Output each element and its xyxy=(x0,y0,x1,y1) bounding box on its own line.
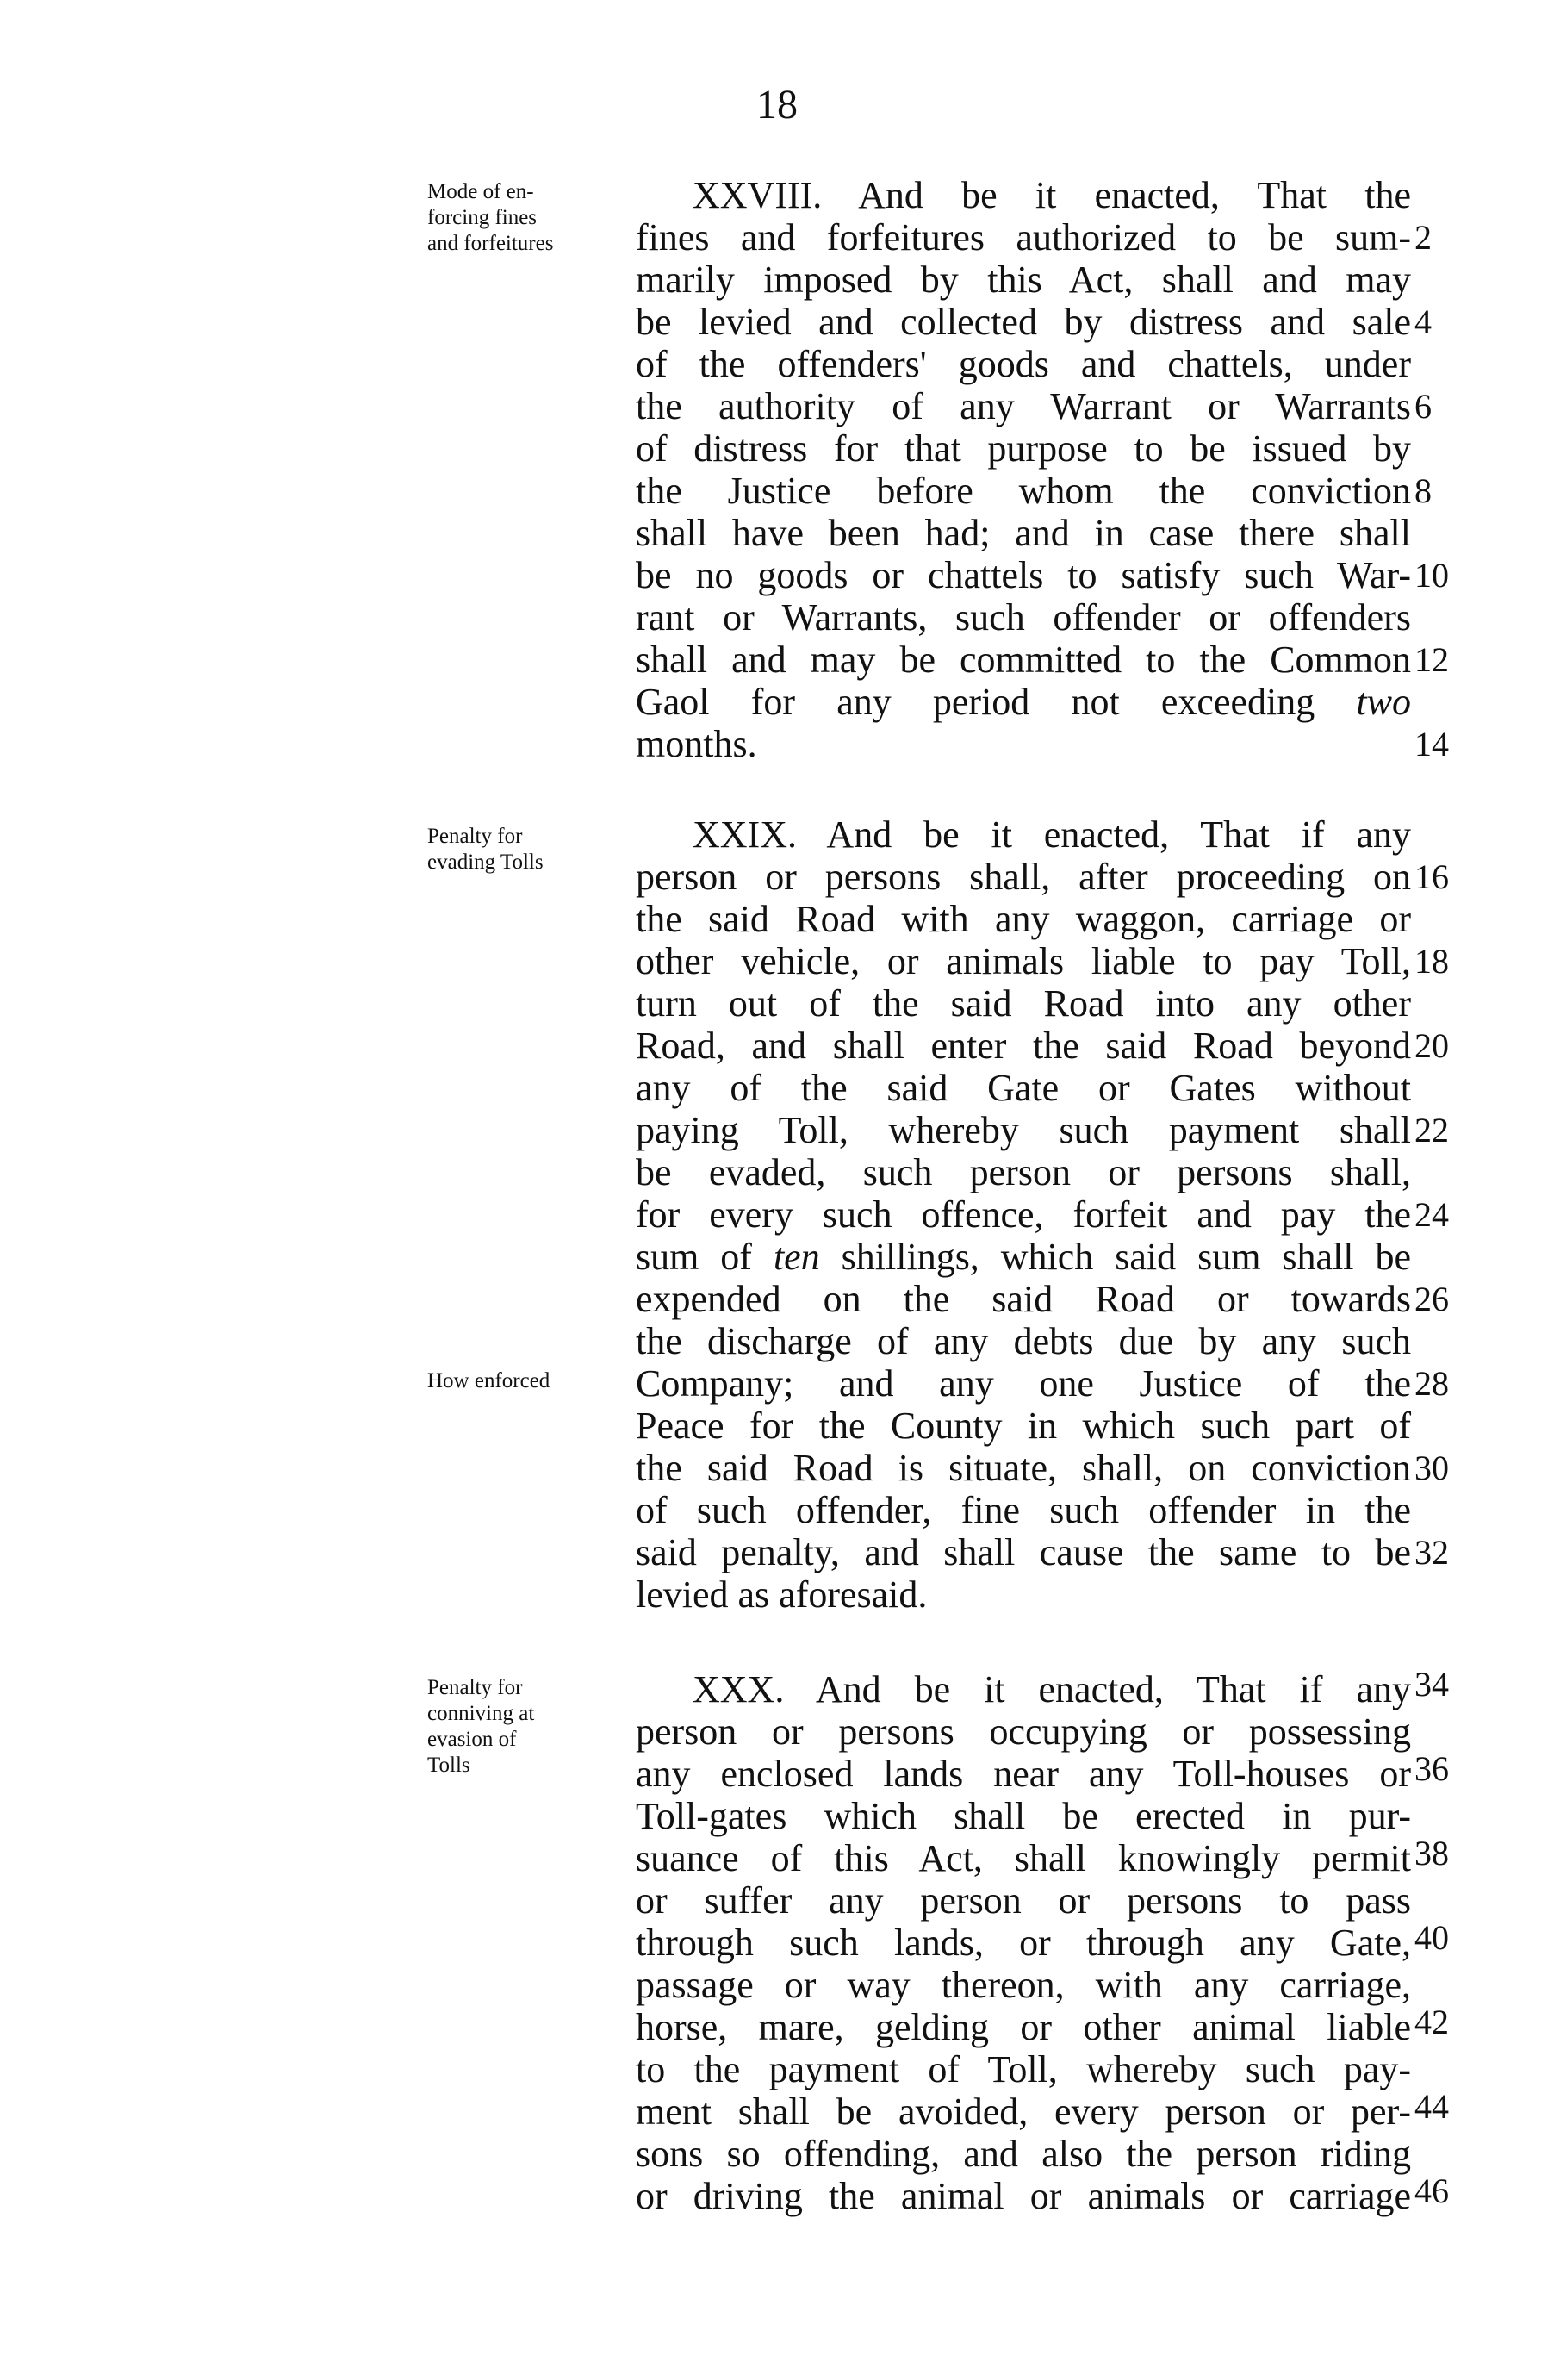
text-line: for every such offence, forfeit and pay the xyxy=(636,1193,1411,1236)
text-line: sons so offending, and also the person riding xyxy=(636,2133,1411,2175)
text-line: Road, and shall enter the said Road beyond xyxy=(636,1025,1411,1067)
line-number: 22 xyxy=(1414,1111,1449,1150)
marginal-note-line: Mode of en- xyxy=(427,180,534,203)
text-line: any enclosed lands near any Toll-houses or xyxy=(636,1753,1411,1795)
text-line: expended on the said Road or towards xyxy=(636,1278,1411,1320)
text-line: person or persons shall, after proceeding on xyxy=(636,856,1411,898)
marginal-note xyxy=(427,179,617,257)
marginal-note-line: Tolls xyxy=(427,1754,470,1777)
line-number: 42 xyxy=(1414,2003,1449,2041)
line-number: 4 xyxy=(1414,302,1432,341)
line-number: 46 xyxy=(1414,2171,1449,2210)
text-line: to the payment of Toll, whereby such pay- xyxy=(636,2048,1411,2090)
line-number: 44 xyxy=(1414,2087,1449,2126)
text-line: the authority of any Warrant or Warrants xyxy=(636,385,1411,427)
text-line: Peace for the County in which such part of xyxy=(636,1405,1411,1447)
text-line-italic-word: ten xyxy=(773,1236,820,1278)
text-line-part: sum of xyxy=(636,1236,774,1278)
line-number: 10 xyxy=(1414,556,1449,595)
text-line-italic-word: two xyxy=(1356,681,1411,723)
line-number: 8 xyxy=(1414,471,1432,510)
text-line: suance of this Act, shall knowingly permit xyxy=(636,1837,1411,1879)
text-line: marily imposed by this Act, shall and may xyxy=(636,259,1411,301)
text-line: horse, mare, gelding or other animal liable xyxy=(636,2006,1411,2048)
text-line: months. xyxy=(636,723,757,765)
line-number: 14 xyxy=(1414,725,1449,763)
text-line xyxy=(636,681,1411,724)
text-line: Toll-gates which shall be erected in pur- xyxy=(636,1795,1411,1837)
line-number: 18 xyxy=(1414,942,1449,981)
marginal-note-line: evasion of xyxy=(427,1728,517,1751)
text-line: said penalty, and shall cause the same to be xyxy=(636,1531,1411,1573)
marginal-note-line: Penalty for xyxy=(427,825,523,848)
text-line: rant or Warrants, such offender or offenders xyxy=(636,596,1411,639)
text-line-part: shillings, which said sum shall be xyxy=(819,1236,1412,1278)
line-number: 16 xyxy=(1414,857,1449,896)
marginal-note xyxy=(427,1675,617,1779)
marginal-note-line: How enforced xyxy=(427,1369,550,1392)
text-line: XXIX. And be it enacted, That if any xyxy=(693,813,1411,856)
secondary-marginal-note xyxy=(427,1368,617,1394)
page-number: 18 xyxy=(756,82,798,128)
text-line: of distress for that purpose to be issued by xyxy=(636,427,1411,470)
line-number: 28 xyxy=(1414,1364,1449,1403)
text-line: other vehicle, or animals liable to pay Toll, xyxy=(636,940,1411,982)
marginal-note xyxy=(427,824,617,875)
text-line: any of the said Gate or Gates without xyxy=(636,1067,1411,1109)
line-number: 24 xyxy=(1414,1195,1449,1234)
text-line: the discharge of any debts due by any such xyxy=(636,1320,1411,1362)
text-line: levied as aforesaid. xyxy=(636,1573,928,1616)
text-line: XXVIII. And be it enacted, That the xyxy=(693,174,1411,216)
text-line: paying Toll, whereby such payment shall xyxy=(636,1109,1411,1151)
text-line: turn out of the said Road into any other xyxy=(636,982,1411,1025)
text-line: be evaded, such person or persons shall, xyxy=(636,1151,1411,1193)
text-line: of the offenders' goods and chattels, under xyxy=(636,343,1411,385)
text-line: shall and may be committed to the Common xyxy=(636,639,1411,681)
text-line: person or persons occupying or possessing xyxy=(636,1710,1411,1753)
text-line: or driving the animal or animals or carriage xyxy=(636,2175,1411,2217)
line-number: 6 xyxy=(1414,387,1432,426)
line-number: 38 xyxy=(1414,1834,1449,1872)
line-number: 32 xyxy=(1414,1533,1449,1572)
text-line: or suffer any person or persons to pass xyxy=(636,1879,1411,1922)
line-number: 26 xyxy=(1414,1280,1449,1318)
text-line: through such lands, or through any Gate, xyxy=(636,1922,1411,1964)
marginal-note-line: conniving at xyxy=(427,1702,535,1725)
line-number: 36 xyxy=(1414,1749,1449,1788)
text-line: shall have been had; and in case there shall xyxy=(636,512,1411,554)
text-line xyxy=(636,1236,1411,1279)
text-line: be levied and collected by distress and sale xyxy=(636,301,1411,343)
line-number: 30 xyxy=(1414,1449,1449,1487)
text-line: of such offender, fine such offender in the xyxy=(636,1489,1411,1531)
line-number: 40 xyxy=(1414,1918,1449,1957)
marginal-note-line: evading Tolls xyxy=(427,850,544,874)
line-number: 34 xyxy=(1414,1665,1449,1704)
text-line: passage or way thereon, with any carriage, xyxy=(636,1964,1411,2006)
text-line-part: Gaol for any period not exceeding xyxy=(636,681,1357,723)
text-line: Company; and any one Justice of the xyxy=(636,1362,1411,1405)
text-line: be no goods or chattels to satisfy such War- xyxy=(636,554,1411,596)
text-line: the said Road with any waggon, carriage or xyxy=(636,898,1411,940)
marginal-note-line: Penalty for xyxy=(427,1676,523,1699)
text-line: ment shall be avoided, every person or per- xyxy=(636,2090,1411,2133)
marginal-note-line: and forfeitures xyxy=(427,232,554,255)
text-line: XXX. And be it enacted, That if any xyxy=(693,1668,1411,1710)
line-number: 12 xyxy=(1414,640,1449,679)
text-line: the said Road is situate, shall, on conviction xyxy=(636,1447,1411,1489)
line-number: 2 xyxy=(1414,218,1432,257)
line-number: 20 xyxy=(1414,1026,1449,1065)
text-line: the Justice before whom the conviction xyxy=(636,470,1411,512)
text-line: fines and forfeitures authorized to be sum- xyxy=(636,216,1411,259)
marginal-note-line: forcing fines xyxy=(427,206,538,229)
